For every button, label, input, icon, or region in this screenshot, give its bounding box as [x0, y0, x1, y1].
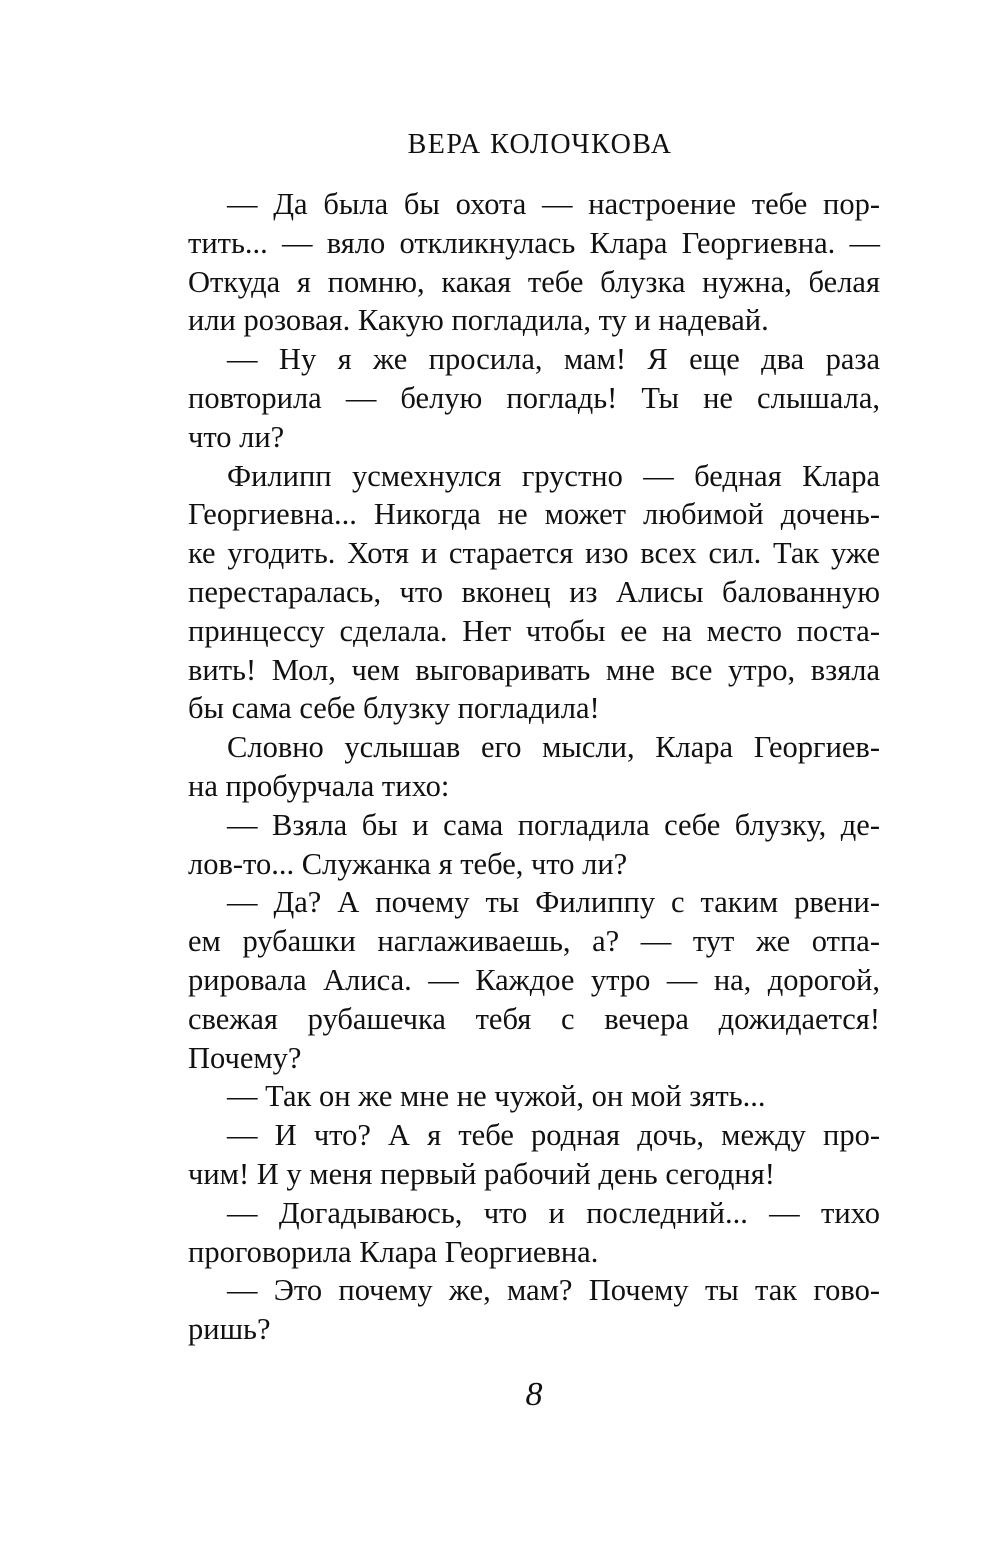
text-line: — Это почему же, мам? Почему ты так гово- [227, 1273, 880, 1308]
text-line: Филипп усмехнулся грустно — бедная Клара [227, 458, 880, 493]
text-line: или розовая. Какую погладила, ту и надевай. [188, 303, 769, 338]
text-line: ришь? [188, 1312, 271, 1347]
text-line: — И что? А я тебе родная дочь, между про- [227, 1118, 880, 1153]
text-line: — Да была бы охота — настроение тебе пор- [227, 187, 880, 221]
text-line: Словно услышав его мысли, Клара Георгиев- [227, 730, 880, 765]
text-line: что ли? [188, 419, 285, 454]
text-line: бы сама себе блузку погладила! [188, 691, 600, 726]
text-line: вить! Мол, чем выговаривать мне все утро, взяла [188, 652, 880, 687]
text-line: лов-то... Служанка я тебе, что ли? [188, 846, 628, 881]
page-number: 8 [525, 1376, 543, 1413]
text-line: Почему? [188, 1040, 302, 1075]
text-line: повторила — белую погладь! Ты не слышала, [188, 380, 880, 415]
running-head: ВЕРА КОЛОЧКОВА [407, 129, 673, 160]
text-line: ке угодить. Хотя и старается изо всех сил. Так уже [188, 536, 880, 571]
text-line: принцессу сделала. Нет чтобы ее на место поста- [188, 613, 880, 648]
text-line: ем рубашки наглаживаешь, а? — тут же отпа- [188, 924, 880, 959]
text-line: — Догадываюсь, что и последний... — тихо [227, 1195, 880, 1230]
text-line: — Ну я же просила, мам! Я еще два раза [227, 342, 880, 377]
text-line: перестаралась, что вконец из Алисы балованную [188, 574, 880, 609]
text-line: — Да? А почему ты Филиппу с таким рвени- [227, 885, 880, 920]
text-line: рировала Алиса. — Каждое утро — на, дорогой, [188, 962, 880, 997]
text-line: — Так он же мне не чужой, он мой зять... [227, 1079, 766, 1114]
text-line: Георгиевна... Никогда не может любимой дочень- [188, 497, 880, 532]
text-line: проговорила Клара Георгиевна. [188, 1234, 599, 1269]
text-line: на пробурчала тихо: [188, 768, 450, 803]
body-text [188, 185, 880, 1349]
text-line: тить... — вяло откликнулась Клара Георгиевна. — [188, 225, 880, 260]
text-line: — Взяла бы и сама погладила себе блузку, де- [227, 807, 880, 842]
text-line: чим! И у меня первый рабочий день сегодня! [188, 1156, 775, 1191]
text-line: свежая рубашечка тебя с вечера дожидается! [188, 1001, 880, 1036]
text-line: Откуда я помню, какая тебе блузка нужна, белая [188, 264, 880, 299]
